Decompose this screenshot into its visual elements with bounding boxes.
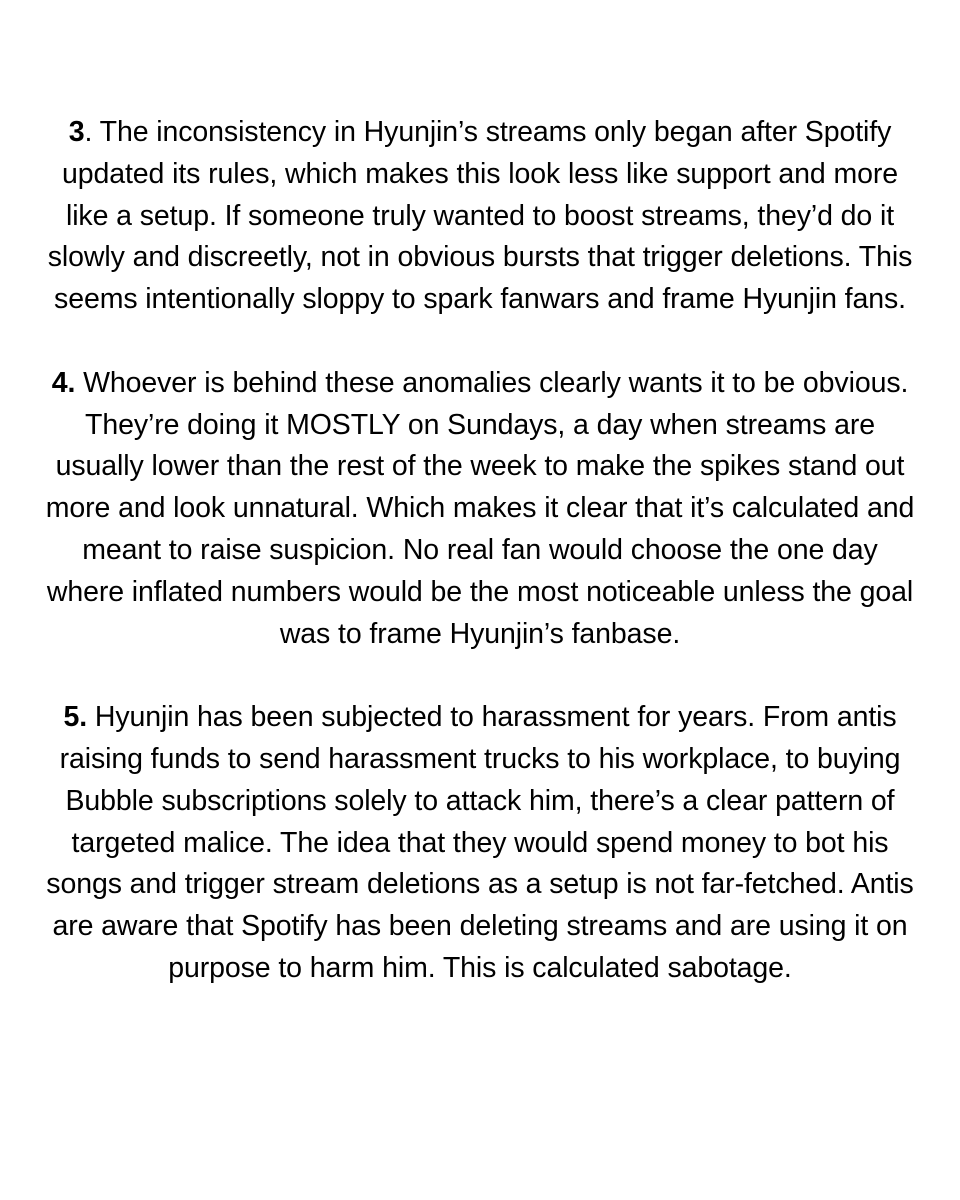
point-3-number-suffix: . [84, 116, 100, 148]
point-4-text: Whoever is behind these anomalies clearly wants it to be obvious. They’re doing it MOSTLY on Sundays, a day when streams are usually lower than the rest of the week to make the spikes stand out more and look unnatural. Which makes it clear that it’s calculated and meant to raise suspicion. No real fan would choose the one day where inflated numbers would be the most noticeable unless the goal was to frame Hyunjin’s fanbase. [45, 366, 915, 650]
point-3-number: 3 [68, 116, 85, 148]
point-3-text: The inconsistency in Hyunjin’s streams only began after Spotify updated its rules, which makes this look less like support and more like a setup. If someone truly wanted to boost streams, they’d do it slowly and discreetly, not in obvious bursts that trigger deletions. This seems intentionally sloppy to spark fanwars and frame Hyunjin fans. [47, 116, 913, 316]
point-4-paragraph [40, 363, 920, 656]
point-5-text: Hyunjin has been subjected to harassment for years. From antis raising funds to send harassment trucks to his workplace, to buying Bubble subscriptions solely to attack him, there’s a clear pattern of targeted malice. The idea that they would spend money to bot his songs and trigger stream deletions as a setup is not far-fetched. Antis are aware that Spotify has been deleting streams and are using it on purpose to harm him. This is calculated sabotage. [46, 701, 914, 984]
document-body [40, 112, 920, 990]
point-4-number-suffix [75, 367, 83, 399]
point-4-number: 4. [51, 366, 76, 399]
point-5-number-suffix [87, 701, 95, 733]
point-5-paragraph [40, 697, 920, 990]
point-5-number: 5. [63, 701, 88, 734]
point-3-paragraph [40, 112, 920, 321]
